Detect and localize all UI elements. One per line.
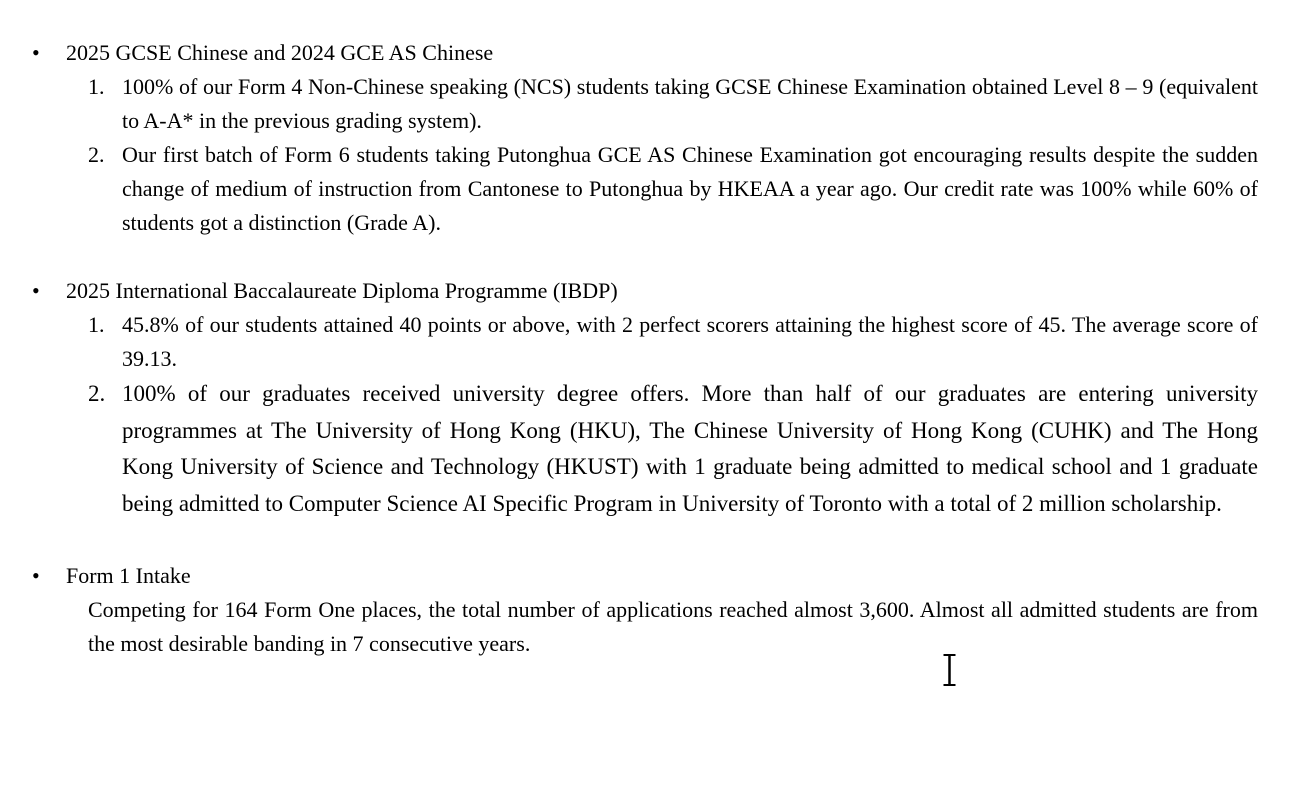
i-beam-cursor-icon	[943, 654, 956, 686]
numbered-item	[88, 308, 1258, 376]
section-form1-intake	[30, 559, 1258, 661]
item-number: 2.	[88, 142, 105, 167]
bullet-marker-icon: •	[32, 562, 40, 588]
section-paragraph: Competing for 164 Form One places, the total number of applications reached almost 3,600. Almost all admitted students are from the most desirable banding in 7 consecutive years.	[88, 596, 1258, 656]
section-title: 2025 GCSE Chinese and 2024 GCE AS Chinese	[66, 40, 494, 65]
item-text: 100% of our graduates received university degree offers. More than half of our graduates are entering university programmes at The University of Hong Kong (HKU), The Chinese University of Hong Kong (CUHK) and The Hong Kong University of Science and Technology (HKUST) with 1 graduate being admitted to medical school and 1 graduate being admitted to Computer Science AI Specific Program in University of Toronto with a total of 2 million scholarship.	[122, 381, 1258, 517]
bullet-row	[30, 36, 1258, 70]
item-number: 1.	[88, 74, 105, 99]
section-title: Form 1 Intake	[66, 562, 191, 588]
item-text: 100% of our Form 4 Non-Chinese speaking (NCS) students taking GCSE Chinese Examination obtained Level 8 – 9 (equivalent to A-A* in the previous grading system).	[122, 74, 1258, 133]
item-text: Our first batch of Form 6 students taking Putonghua GCE AS Chinese Examination got encouraging results despite the sudden change of medium of instruction from Cantonese to Putonghua by HKEAA a year ago. Our credit rate was 100% while 60% of students got a distinction (Grade A).	[122, 142, 1258, 235]
numbered-item	[88, 138, 1258, 240]
bullet-marker-icon: •	[32, 40, 40, 65]
section-title: 2025 International Baccalaureate Diploma Programme (IBDP)	[66, 278, 618, 303]
numbered-item	[88, 70, 1258, 138]
item-number: 1.	[88, 312, 105, 337]
numbered-item	[88, 376, 1258, 523]
section-gcse-gce-chinese	[30, 36, 1258, 240]
section-ibdp	[30, 274, 1258, 523]
item-text: 45.8% of our students attained 40 points or above, with 2 perfect scorers attaining the highest score of 45. The average score of 39.13.	[122, 312, 1258, 371]
bullet-marker-icon: •	[32, 278, 40, 303]
item-number: 2.	[88, 381, 106, 406]
bullet-row	[30, 559, 1258, 593]
bullet-row	[30, 274, 1258, 308]
